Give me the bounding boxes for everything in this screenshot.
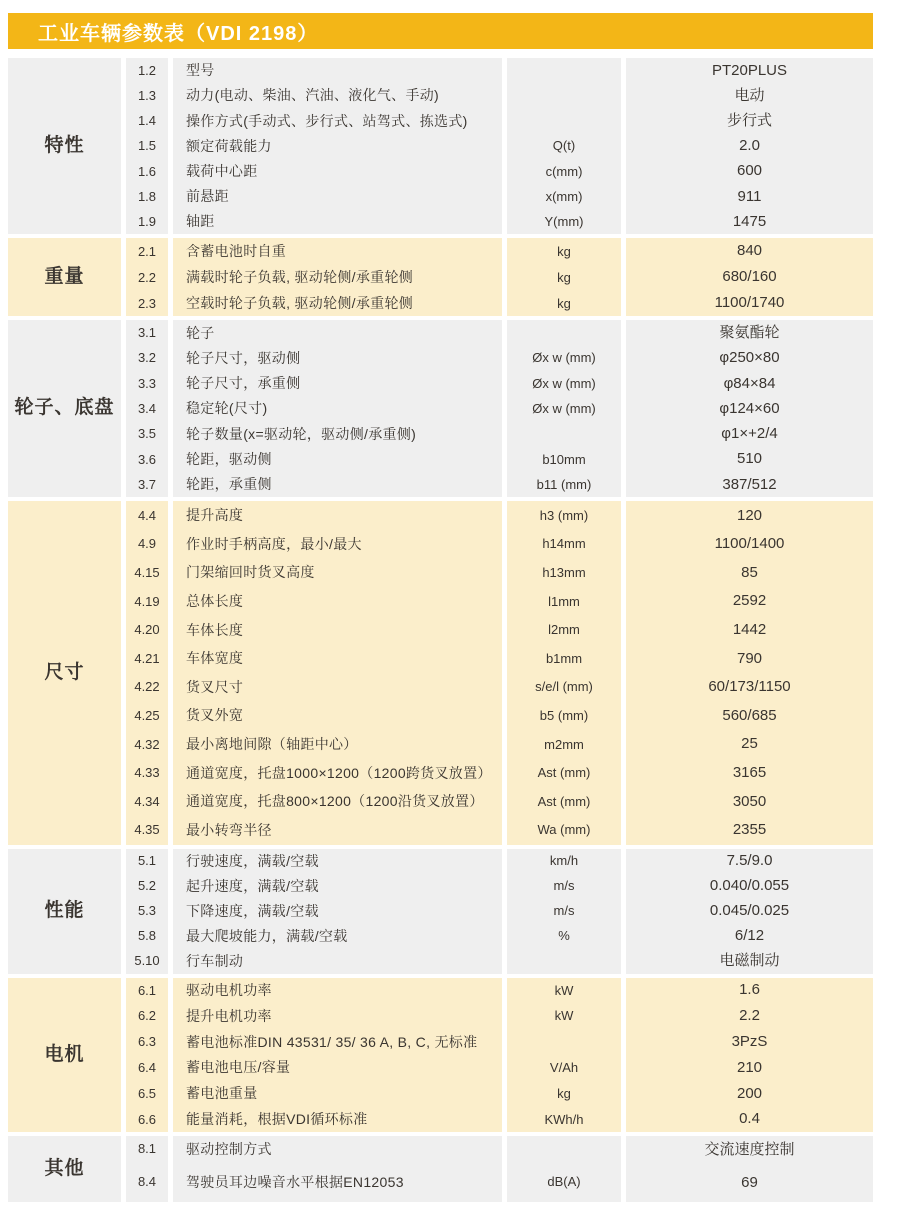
row-sym: % [507, 924, 621, 949]
row-desc: 蓄电池电压/容量 [173, 1055, 502, 1081]
row-num: 8.1 [126, 1136, 168, 1169]
row-desc: 能量消耗，根据VDI循环标准 [173, 1107, 502, 1133]
row-desc: 蓄电池标准DIN 43531/ 35/ 36 A, B, C, 无标准 [173, 1029, 502, 1055]
row-sym: kg [507, 1081, 621, 1107]
row-sym: b10mm [507, 447, 621, 472]
row-sym: c(mm) [507, 159, 621, 184]
row-val: 911 [626, 184, 873, 209]
row-num: 1.9 [126, 209, 168, 234]
row-sym: KWh/h [507, 1107, 621, 1133]
row-num: 6.1 [126, 978, 168, 1004]
row-sym: kW [507, 978, 621, 1004]
row-desc: 轮距，承重侧 [173, 472, 502, 497]
row-sym: V/Ah [507, 1055, 621, 1081]
row-num: 6.4 [126, 1055, 168, 1081]
row-desc: 满载时轮子负载, 驱动轮侧/承重轮侧 [173, 264, 502, 290]
row-sym: m/s [507, 874, 621, 899]
row-val: 120 [626, 501, 873, 530]
row-sym: Y(mm) [507, 209, 621, 234]
row-desc: 轮子尺寸，驱动侧 [173, 346, 502, 371]
row-val: 1100/1400 [626, 530, 873, 559]
row-val: 0.4 [626, 1107, 873, 1133]
row-val: 电动 [626, 83, 873, 108]
row-desc: 通道宽度，托盘1000×1200（1200跨货叉放置） [173, 759, 502, 788]
row-val: φ124×60 [626, 396, 873, 421]
row-desc: 最大爬坡能力，满载/空载 [173, 924, 502, 949]
row-val: PT20PLUS [626, 58, 873, 83]
row-sym: m/s [507, 899, 621, 924]
row-desc: 起升速度，满载/空载 [173, 874, 502, 899]
row-val: 790 [626, 644, 873, 673]
row-val: 2355 [626, 816, 873, 845]
section-category: 电机 [8, 978, 121, 1133]
row-sym [507, 1136, 621, 1169]
row-sym: kg [507, 290, 621, 316]
row-num: 3.6 [126, 447, 168, 472]
row-desc: 驾驶员耳边噪音水平根据EN12053 [173, 1169, 502, 1202]
row-desc: 蓄电池重量 [173, 1081, 502, 1107]
row-desc: 轮距，驱动侧 [173, 447, 502, 472]
row-val: 2592 [626, 587, 873, 616]
row-desc: 稳定轮(尺寸) [173, 396, 502, 421]
row-sym: l2mm [507, 616, 621, 645]
row-desc: 轮子数量(x=驱动轮，驱动侧/承重侧) [173, 422, 502, 447]
row-desc: 载荷中心距 [173, 159, 502, 184]
row-desc: 行驶速度，满载/空载 [173, 849, 502, 874]
row-desc: 额定荷载能力 [173, 134, 502, 159]
row-num: 4.15 [126, 559, 168, 588]
row-num: 4.19 [126, 587, 168, 616]
row-desc: 型号 [173, 58, 502, 83]
row-val: φ1×+2/4 [626, 422, 873, 447]
row-sym [507, 1029, 621, 1055]
row-desc: 货叉尺寸 [173, 673, 502, 702]
row-num: 3.7 [126, 472, 168, 497]
row-num: 3.5 [126, 422, 168, 447]
row-desc: 空载时轮子负载, 驱动轮侧/承重轮侧 [173, 290, 502, 316]
row-num: 3.2 [126, 346, 168, 371]
row-num: 3.1 [126, 320, 168, 345]
row-val: 聚氨酯轮 [626, 320, 873, 345]
row-desc: 动力(电动、柴油、汽油、液化气、手动) [173, 83, 502, 108]
row-desc: 提升电机功率 [173, 1003, 502, 1029]
row-sym: Øx w (mm) [507, 396, 621, 421]
title-bar [8, 13, 873, 49]
row-sym: l1mm [507, 587, 621, 616]
row-val: 387/512 [626, 472, 873, 497]
row-num: 5.10 [126, 949, 168, 974]
spec-table [8, 58, 873, 1202]
row-val: 3PzS [626, 1029, 873, 1055]
row-num: 1.4 [126, 108, 168, 133]
row-desc: 门架缩回时货叉高度 [173, 559, 502, 588]
row-num: 1.8 [126, 184, 168, 209]
row-desc: 轮子 [173, 320, 502, 345]
row-desc: 通道宽度，托盘800×1200（1200沿货叉放置） [173, 787, 502, 816]
row-num: 4.20 [126, 616, 168, 645]
row-val: 840 [626, 238, 873, 264]
row-val: 200 [626, 1081, 873, 1107]
row-val: 7.5/9.0 [626, 849, 873, 874]
row-num: 4.34 [126, 787, 168, 816]
row-val: 0.045/0.025 [626, 899, 873, 924]
row-num: 6.3 [126, 1029, 168, 1055]
section-category: 尺寸 [8, 501, 121, 844]
row-desc: 下降速度，满载/空载 [173, 899, 502, 924]
row-val: φ84×84 [626, 371, 873, 396]
row-val: 1100/1740 [626, 290, 873, 316]
row-val: 1442 [626, 616, 873, 645]
row-num: 4.32 [126, 730, 168, 759]
row-sym: s/e/l (mm) [507, 673, 621, 702]
row-num: 3.3 [126, 371, 168, 396]
row-val: 85 [626, 559, 873, 588]
row-num: 2.2 [126, 264, 168, 290]
row-sym: Øx w (mm) [507, 371, 621, 396]
row-num: 1.6 [126, 159, 168, 184]
row-sym [507, 949, 621, 974]
row-desc: 驱动电机功率 [173, 978, 502, 1004]
row-desc: 驱动控制方式 [173, 1136, 502, 1169]
row-sym: x(mm) [507, 184, 621, 209]
row-val: 步行式 [626, 108, 873, 133]
row-num: 4.25 [126, 702, 168, 731]
row-val: 3165 [626, 759, 873, 788]
row-sym: km/h [507, 849, 621, 874]
row-desc: 货叉外宽 [173, 702, 502, 731]
row-sym: m2mm [507, 730, 621, 759]
row-num: 6.2 [126, 1003, 168, 1029]
section-weight [8, 238, 873, 316]
row-val: 560/685 [626, 702, 873, 731]
section-features [8, 58, 873, 234]
row-sym: b5 (mm) [507, 702, 621, 731]
row-val: 0.040/0.055 [626, 874, 873, 899]
row-num: 6.6 [126, 1107, 168, 1133]
row-desc: 前悬距 [173, 184, 502, 209]
section-wheels-chassis [8, 320, 873, 497]
row-val: 510 [626, 447, 873, 472]
row-val: 1.6 [626, 978, 873, 1004]
row-num: 1.2 [126, 58, 168, 83]
row-num: 6.5 [126, 1081, 168, 1107]
row-desc: 最小转弯半径 [173, 816, 502, 845]
row-desc: 提升高度 [173, 501, 502, 530]
row-num: 3.4 [126, 396, 168, 421]
row-sym: Q(t) [507, 134, 621, 159]
row-num: 4.4 [126, 501, 168, 530]
row-num: 1.3 [126, 83, 168, 108]
row-sym: Øx w (mm) [507, 346, 621, 371]
row-sym: h3 (mm) [507, 501, 621, 530]
row-val: 6/12 [626, 924, 873, 949]
row-sym: Ast (mm) [507, 759, 621, 788]
section-category: 轮子、底盘 [8, 320, 121, 497]
row-desc: 车体宽度 [173, 644, 502, 673]
row-desc: 作业时手柄高度，最小/最大 [173, 530, 502, 559]
section-dimensions [8, 501, 873, 844]
row-desc: 行车制动 [173, 949, 502, 974]
section-motor [8, 978, 873, 1133]
row-desc: 车体长度 [173, 616, 502, 645]
row-num: 2.1 [126, 238, 168, 264]
row-val: φ250×80 [626, 346, 873, 371]
row-val: 2.0 [626, 134, 873, 159]
row-num: 5.2 [126, 874, 168, 899]
row-sym [507, 108, 621, 133]
section-category: 特性 [8, 58, 121, 234]
row-val: 3050 [626, 787, 873, 816]
row-val: 210 [626, 1055, 873, 1081]
row-num: 4.9 [126, 530, 168, 559]
row-num: 4.33 [126, 759, 168, 788]
row-sym: b1mm [507, 644, 621, 673]
row-num: 1.5 [126, 134, 168, 159]
section-performance [8, 849, 873, 974]
row-val: 2.2 [626, 1003, 873, 1029]
row-sym [507, 422, 621, 447]
row-val: 25 [626, 730, 873, 759]
row-num: 4.21 [126, 644, 168, 673]
row-val: 600 [626, 159, 873, 184]
row-num: 8.4 [126, 1169, 168, 1202]
section-category: 其他 [8, 1136, 121, 1202]
section-category: 重量 [8, 238, 121, 316]
row-desc: 操作方式(手动式、步行式、站驾式、拣选式) [173, 108, 502, 133]
row-sym: b11 (mm) [507, 472, 621, 497]
row-num: 5.8 [126, 924, 168, 949]
row-desc: 轮子尺寸，承重侧 [173, 371, 502, 396]
row-desc: 最小离地间隙（轴距中心） [173, 730, 502, 759]
row-desc: 含蓄电池时自重 [173, 238, 502, 264]
row-num: 2.3 [126, 290, 168, 316]
row-val: 60/173/1150 [626, 673, 873, 702]
row-sym: h14mm [507, 530, 621, 559]
row-sym: dB(A) [507, 1169, 621, 1202]
row-sym: kg [507, 264, 621, 290]
row-sym: Wa (mm) [507, 816, 621, 845]
page-title: 工业车辆参数表（VDI 2198） [38, 22, 319, 45]
row-val: 69 [626, 1169, 873, 1202]
row-sym: Ast (mm) [507, 787, 621, 816]
row-val: 680/160 [626, 264, 873, 290]
row-val: 交流速度控制 [626, 1136, 873, 1169]
row-num: 4.22 [126, 673, 168, 702]
row-num: 5.3 [126, 899, 168, 924]
row-sym: kg [507, 238, 621, 264]
row-val: 电磁制动 [626, 949, 873, 974]
row-sym: h13mm [507, 559, 621, 588]
row-num: 4.35 [126, 816, 168, 845]
row-desc: 轴距 [173, 209, 502, 234]
section-category: 性能 [8, 849, 121, 974]
row-desc: 总体长度 [173, 587, 502, 616]
row-sym: kW [507, 1003, 621, 1029]
row-sym [507, 58, 621, 83]
row-num: 5.1 [126, 849, 168, 874]
section-other [8, 1136, 873, 1202]
row-sym [507, 83, 621, 108]
row-val: 1475 [626, 209, 873, 234]
row-sym [507, 320, 621, 345]
